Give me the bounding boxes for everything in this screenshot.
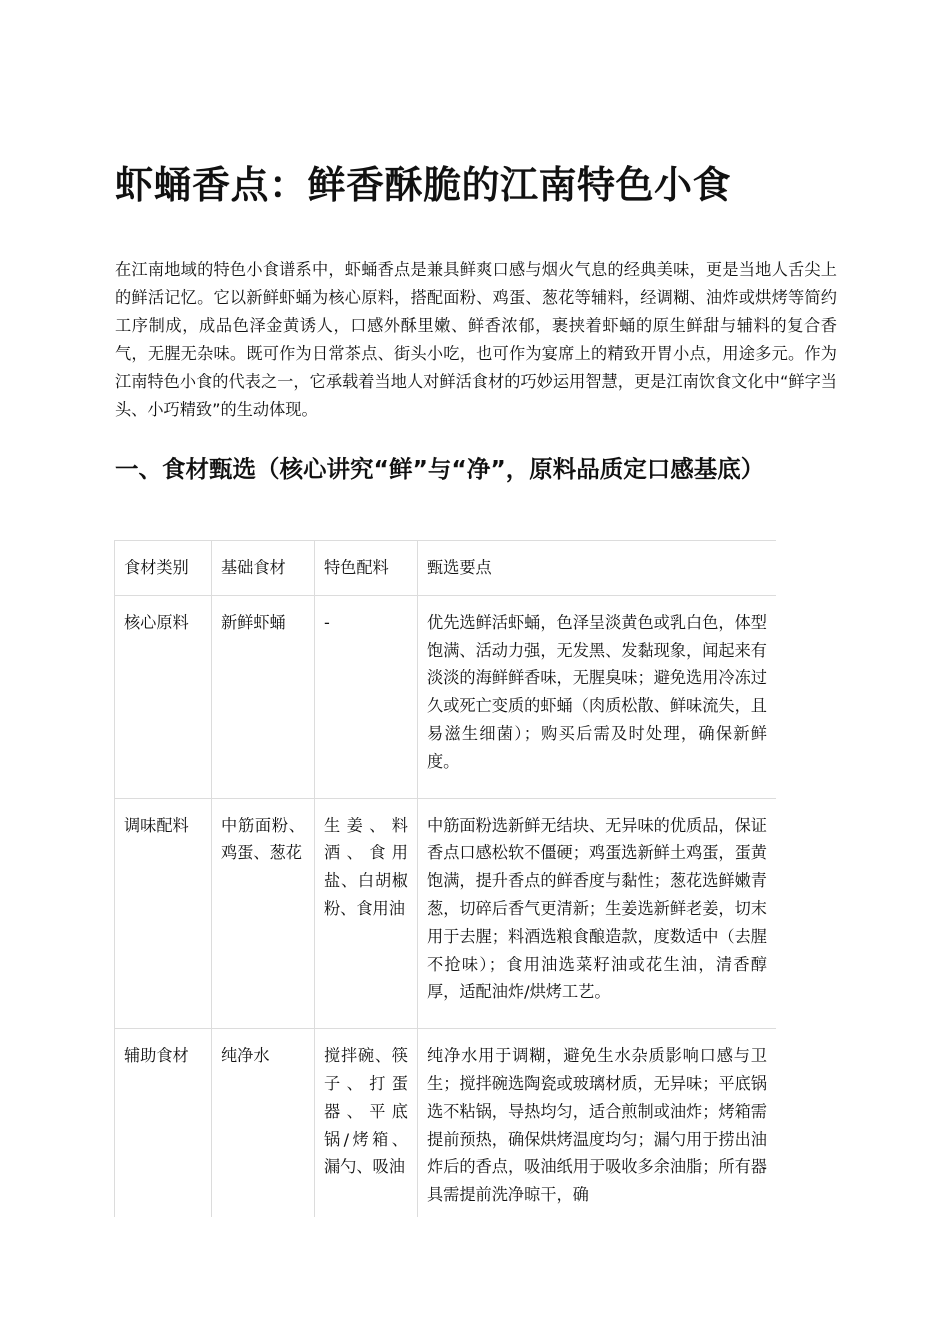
section-heading-ingredients: 一、食材甄选（核心讲究“鲜”与“净”，原料品质定口感基底） (115, 455, 765, 483)
table-header-cell: 基础食材 (212, 541, 315, 596)
table-cell-special: - (315, 595, 418, 798)
table-cell-base: 中筋面粉、鸡蛋、葱花 (212, 798, 315, 1029)
table-header-cell: 特色配料 (315, 541, 418, 596)
table-header-cell: 食材类别 (115, 541, 212, 596)
table-cell-base: 纯净水 (212, 1029, 315, 1217)
table-cell-special: 搅拌碗、筷子、打蛋器、平底锅/烤箱、漏勺、吸油 (315, 1029, 418, 1217)
table-row (115, 1029, 777, 1217)
table-cell-category: 核心原料 (115, 595, 212, 798)
table-cell-category: 辅助食材 (115, 1029, 212, 1217)
intro-paragraph: 在江南地域的特色小食谱系中，虾蛹香点是兼具鲜爽口感与烟火气息的经典美味，更是当地人舌尖上的鲜活记忆。它以新鲜虾蛹为核心原料，搭配面粉、鸡蛋、葱花等辅料，经调糊、油炸或烘烤等简约工序制成，成品色泽金黄诱人，口感外酥里嫩、鲜香浓郁，裹挟着虾蛹的原生鲜甜与辅料的复合香气，无腥无杂味。既可作为日常茶点、街头小吃，也可作为宴席上的精致开胃小点，用途多元。作为江南特色小食的代表之一，它承载着当地人对鲜活食材的巧妙运用智慧，更是江南饮食文化中“鲜字当头、小巧精致”的生动体现。 (115, 260, 837, 419)
table-cell-category: 调味配料 (115, 798, 212, 1029)
table-header-cell: 甄选要点 (418, 541, 777, 596)
table-cell-points: 中筋面粉选新鲜无结块、无异味的优质品，保证香点口感松软不僵硬；鸡蛋选新鲜土鸡蛋，蛋黄饱满，提升香点的鲜香度与黏性；葱花选鲜嫩青葱，切碎后香气更清新；生姜选新鲜老姜，切末用于去腥；料酒选粮食酿造款，度数适中（去腥不抢味）；食用油选菜籽油或花生油，清香醇厚，适配油炸/烘烤工艺。 (418, 798, 777, 1029)
page-title: 虾蛹香点：鲜香酥脆的江南特色小食 (115, 163, 732, 207)
ingredients-table-container (114, 540, 776, 1217)
table-cell-special: 生姜、料酒、食用盐、白胡椒粉、食用油 (315, 798, 418, 1029)
table-header-row (115, 541, 777, 596)
table-row (115, 798, 777, 1029)
table-cell-points: 纯净水用于调糊，避免生水杂质影响口感与卫生；搅拌碗选陶瓷或玻璃材质，无异味；平底锅选不粘锅，导热均匀，适合煎制或油炸；烤箱需提前预热，确保烘烤温度均匀；漏勺用于捞出油炸后的香点，吸油纸用于吸收多余油脂；所有器具需提前洗净晾干，确 (418, 1029, 777, 1217)
table-cell-points: 优先选鲜活虾蛹，色泽呈淡黄色或乳白色，体型饱满、活动力强，无发黑、发黏现象，闻起来有淡淡的海鲜鲜香味，无腥臭味；避免选用冷冻过久或死亡变质的虾蛹（肉质松散、鲜味流失，且易滋生细菌）；购买后需及时处理，确保新鲜度。 (418, 595, 777, 798)
ingredients-table (114, 540, 776, 1217)
table-cell-base: 新鲜虾蛹 (212, 595, 315, 798)
table-row (115, 595, 777, 798)
